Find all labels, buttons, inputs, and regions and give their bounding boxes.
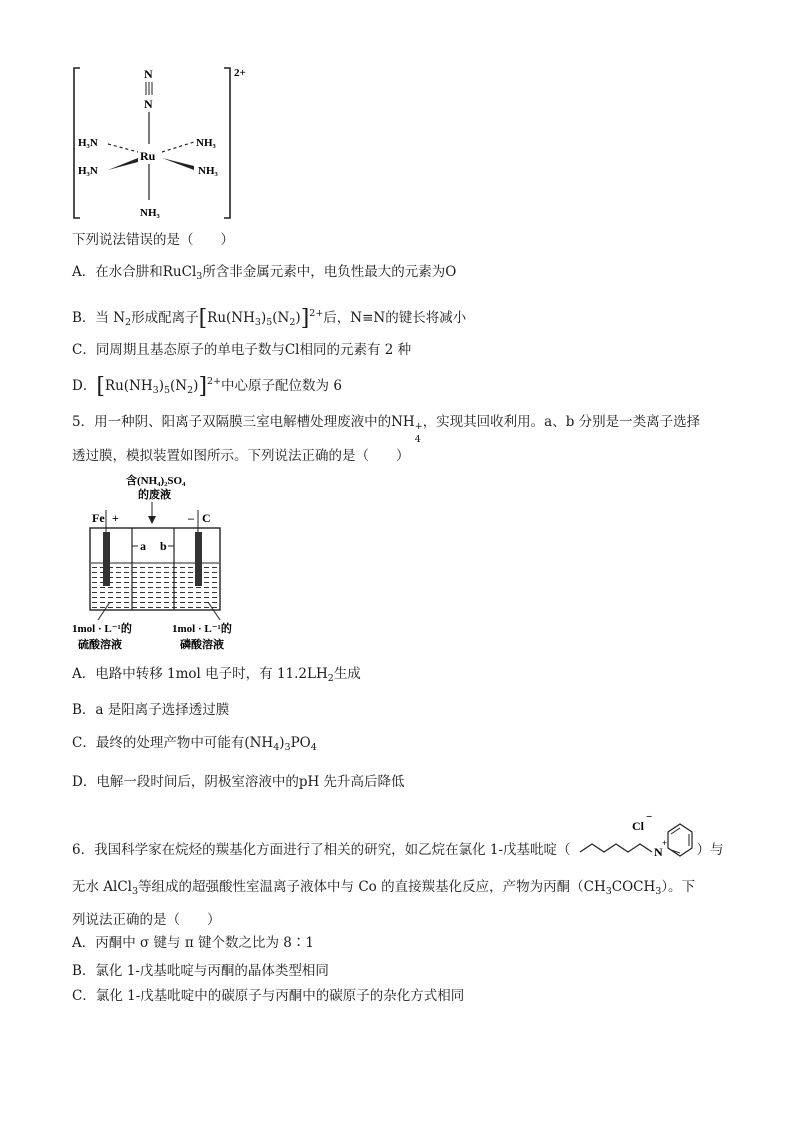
fe-electrode: [103, 532, 110, 586]
q6-stem-line2: 无水 AlCl$_3$等组成的超强酸性室温离子液体中与 Co 的直接羰基化反应，产物为丙酮$(CH_3COCH_3)$。下: [72, 879, 696, 897]
pentylpyridinium-structure: [576, 808, 708, 864]
right-solution-label-2: 磷酸溶液: [180, 639, 224, 651]
pyridinium-charge: +: [662, 838, 668, 848]
q5-stem-line2: 透过膜，模拟装置如图所示。下列说法正确的是（ ）: [72, 448, 410, 464]
q5-option-b[interactable]: B．a 是阳离子选择透过膜: [72, 702, 230, 718]
feed-label-1: 含(NH₄)₂SO₄: [126, 475, 186, 487]
pyridinium-n: N: [654, 845, 663, 859]
q6-stem-line3: 列说法正确的是（ ）: [72, 912, 221, 928]
c-label: C: [202, 511, 211, 525]
q6-option-b[interactable]: B．氯化 1-戊基吡啶与丙酮的晶体类型相同: [72, 963, 329, 979]
q6-stem-line1: 6．我国科学家在烷烃的羰基化方面进行了相关的研究，如乙烷在氯化 1-戊基吡啶（ ）与: [72, 842, 724, 858]
membrane-b-label: b: [160, 539, 167, 553]
left-solution-label-1: 1mol · L⁻¹的: [72, 623, 132, 635]
q4-option-d[interactable]: D．$[Ru(NH_3)_5(N_2)]^{2+}$中心原子配位数为 6: [72, 374, 342, 399]
carbon-electrode: [195, 532, 202, 586]
q5-option-c[interactable]: C．最终的处理产物中可能有$(NH_4)_3PO_4$: [72, 735, 317, 753]
fe-label: Fe: [92, 511, 105, 525]
q6-option-c[interactable]: C．氯化 1-戊基吡啶中的碳原子与丙酮中的碳原子的杂化方式相同: [72, 988, 465, 1004]
ru-complex-structure: [68, 62, 268, 224]
n-top: N: [144, 67, 153, 81]
plus-label: +: [112, 511, 119, 525]
q5-stem-line1: 5．用一种阴、阳离子双隔膜三室电解槽处理废液中的NH + 4 ，实现其回收利用。a、b 分别是一类离子选择: [72, 414, 701, 445]
left-solution-label-2: 硫酸溶液: [78, 639, 122, 651]
chloride-charge: −: [646, 811, 653, 823]
right-solution-label-1: 1mol · L⁻¹的: [172, 623, 232, 635]
ru-center: Ru: [140, 149, 156, 163]
electrolysis-cell-figure: [68, 470, 268, 654]
nh3-bottom: NH₃: [140, 207, 160, 219]
q5-option-a[interactable]: A．电路中转移 1mol 电子时，有 $11.2LH_2$生成: [72, 666, 361, 684]
complex-charge: 2+: [234, 67, 246, 79]
h3n-left-upper: H₃N: [78, 137, 98, 149]
nh3-right-upper: NH₃: [196, 137, 216, 149]
right-bracket: [224, 68, 230, 218]
q4-option-c[interactable]: C．同周期且基态原子的单电子数与Cl相同的元素有 2 种: [72, 342, 412, 358]
q4-stem: 下列说法错误的是（ ）: [72, 232, 234, 248]
q4-option-a[interactable]: A．在水合肼和RuCl$_3$所含非金属元素中，电负性最大的元素为O: [72, 264, 457, 282]
q4-option-b[interactable]: B．当 $N_2$形成配离子$[Ru(NH_3)_5(N_2)]^{2+}$后，N≡N的键长将减小: [72, 306, 467, 331]
membrane-a-label: a: [140, 539, 146, 553]
n-mid: N: [144, 97, 153, 111]
q6-option-a[interactable]: A．丙酮中 σ 键与 π 键个数之比为 8∶1: [72, 935, 314, 951]
chloride-label: Cl: [632, 819, 644, 833]
q5-option-d[interactable]: D．电解一段时间后，阴极室溶液中的pH 先升高后降低: [72, 774, 405, 790]
nh3-right-lower: NH₃: [198, 165, 218, 177]
minus-label: –: [188, 511, 194, 525]
feed-label-2: 的废液: [138, 489, 171, 501]
h3n-left-lower: H₃N: [78, 165, 98, 177]
